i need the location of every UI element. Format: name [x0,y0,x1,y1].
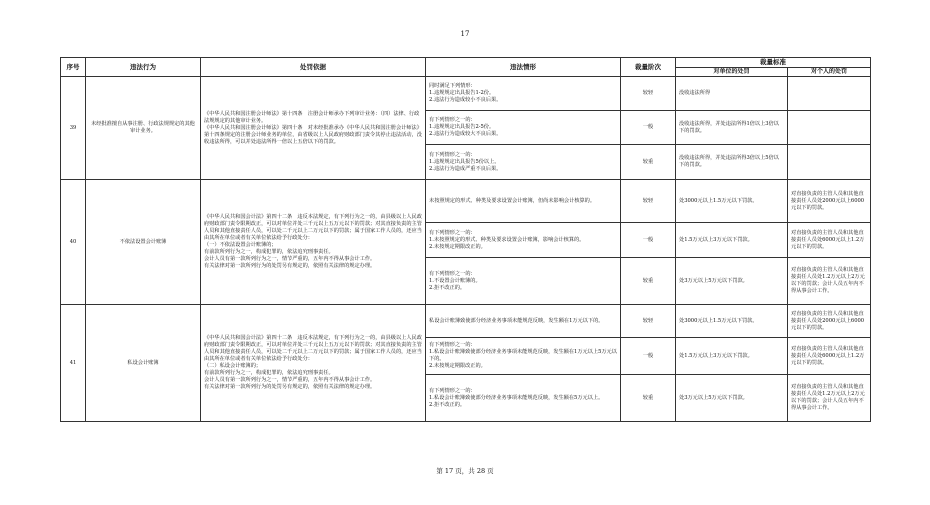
header-standard: 裁量标准 [676,58,871,68]
circumstance-cell: 私设会计账簿致使部分经济业务事项未能规范反映，发生额在1万元以下的。 [426,305,621,338]
header-behavior: 违法行为 [86,58,201,77]
unit-penalty-cell: 处3万元以上5万元以下罚款。 [676,258,788,305]
level-cell: 较轻 [621,77,676,111]
person-penalty-cell: 对直接负责的主管人员和其他直接责任人员处1.2万元以上2万元以下的罚款；会计人员五年内不得从事会计工作。 [788,375,871,422]
unit-penalty-cell: 处3万元以上5万元以下罚款。 [676,375,788,422]
header-unit: 对单位的处罚 [676,68,788,77]
table-row [61,180,871,223]
unit-penalty-cell: 处1.5万元以上3万元以下罚款。 [676,338,788,375]
unit-penalty-cell: 处3000元以上1.5万元以下罚款。 [676,305,788,338]
person-penalty-cell: 对直接负责的主管人员和其他直接责任人员处6000元以上1.2万元以下的罚款。 [788,338,871,375]
unit-penalty-cell: 没收违法所得，并处违法所得1倍以上3倍以下的罚款。 [676,111,788,145]
seq-cell: 40 [61,180,86,305]
person-penalty-cell: 对直接负责的主管人员和其他直接责任人员处1.2万元以上2万元以下的罚款；会计人员五年内不得从事会计工作。 [788,258,871,305]
unit-penalty-cell: 没收违法所得，并处违法所得3倍以上5倍以下的罚款。 [676,145,788,180]
circumstance-cell: 有下列情形之一的： 1.不设置会计账簿的。 2.拒不改正的。 [426,258,621,305]
header-circumstance: 违法情形 [426,58,621,77]
table-row [61,305,871,338]
level-cell: 一般 [621,338,676,375]
header-seq: 序号 [61,58,86,77]
circumstance-cell: 有下列情形之一的： 1.违规规定出具报告2-5份。 2.违法行为造成较大不良后果。 [426,111,621,145]
header-level: 裁量阶次 [621,58,676,77]
level-cell: 一般 [621,111,676,145]
unit-penalty-cell: 处3000元以上1.5万元以下罚款。 [676,180,788,223]
person-penalty-cell [788,111,871,145]
unit-penalty-cell: 没收违法所得 [676,77,788,111]
behavior-cell: 不依法设置会计账簿 [86,180,201,305]
seq-cell: 39 [61,77,86,180]
seq-cell: 41 [61,305,86,422]
level-cell: 一般 [621,223,676,258]
page-footer: 第 17 页，共 28 页 [436,467,494,475]
person-penalty-cell [788,77,871,111]
behavior-cell: 私设会计账簿 [86,305,201,422]
penalty-discretion-table [60,57,871,422]
level-cell: 较重 [621,145,676,180]
header-person: 对个人的处罚 [788,68,871,77]
person-penalty-cell: 对直接负责的主管人员和其他直接责任人员处2000元以上6000元以下的罚款。 [788,180,871,223]
circumstance-cell: 同时满足下列情形： 1.违规规定出具报告1-2份。 2.违法行为造成较小不良后果。 [426,77,621,111]
circumstance-cell: 有下列情形之一的： 1.未按照规定的形式、种类及要求设置会计账簿，影响会计核算的。 2.未按规定期限改正的。 [426,223,621,258]
circumstance-cell: 未按照规定的形式、种类及要求设置会计账簿，但尚未影响会计核算的。 [426,180,621,223]
basis-cell: 《中华人民共和国会计法》第四十二条 违反本法规定，有下列行为之一的，由县级以上人民政府财政部门责令限期改正，可以对单位并处三千元以上五万元以下的罚款；对其直接负责的主管人员和其他直接责任人员，可以处二千元以上二万元以下的罚款；属于国家工作人员的，还应当由其所在单位或者有关单位依法给予行政处分： （二）私设会计账簿的； 有前款所列行为之一，构成犯罪的，依法追究刑事责任。 会计人员有第一款所列行为之一，情节严重的，五年内不得从事会计工作。 有关法律对第一款所列行为的处罚另有规定的，依照有关法律的规定办理。 [201,305,426,422]
circumstance-cell: 有下列情形之一的： 1.私设会计账簿致使部分经济业务事项未能规范反映，发生额在1万元以上5万元以下的。 2.未按规定期限改正的。 [426,338,621,375]
level-cell: 较重 [621,375,676,422]
page-number: 17 [460,30,470,38]
circumstance-cell: 有下列情形之一的： 1.私设会计账簿致使部分经济业务事项未能规范反映，发生额在5万元以上。 2.拒不改正的。 [426,375,621,422]
person-penalty-cell: 对直接负责的主管人员和其他直接责任人员处6000元以上1.2万元以下的罚款。 [788,223,871,258]
person-penalty-cell [788,145,871,180]
behavior-cell: 未经批准擅自从事注册、行政法规规定的其他审计业务。 [86,77,201,180]
header-basis: 处罚依据 [201,58,426,77]
level-cell: 较轻 [621,305,676,338]
circumstance-cell: 有下列情形之一的： 1.违规规定出具报告5份以上。 2.违法行为造成严重不良后果。 [426,145,621,180]
person-penalty-cell: 对直接负责的主管人员和其他直接责任人员处2000元以上6000元以下的罚款。 [788,305,871,338]
unit-penalty-cell: 处1.5万元以上3万元以下罚款。 [676,223,788,258]
basis-cell: 《中华人民共和国会计法》第四十二条 违反本法规定，有下列行为之一的，由县级以上人民政府财政部门责令限期改正，可以对单位并处三千元以上五万元以下的罚款；对其直接负责的主管人员和其他直接责任人员，可以处二千元以上二万元以下的罚款；属于国家工作人员的，还应当由其所在单位或者有关单位依法给予行政处分： （一）不依法设置会计账簿的； 有前款所列行为之一，构成犯罪的，依法追究刑事责任。 会计人员有第一款所列行为之一，情节严重的，五年内不得从事会计工作。 有关法律对第一款所列行为的处罚另有规定的，依照有关法律的规定办理。 [201,180,426,305]
level-cell: 较重 [621,258,676,305]
basis-cell: 《中华人民共和国注册会计师法》第十四条 注册会计师承办下列审计业务：（四）法律、行政法规规定的其他审计业务。 《中华人民共和国注册会计师法》第四十条 对未经批准承办《中华人民共和国注册会计师法》第十四条规定的注册会计师业务的单位，由省级以上人民政府财政部门责令其停止违法活动，没收违法所得，可以并处违法所得一倍以上五倍以下的罚款。 [201,77,426,180]
table-row [61,77,871,111]
level-cell: 较轻 [621,180,676,223]
